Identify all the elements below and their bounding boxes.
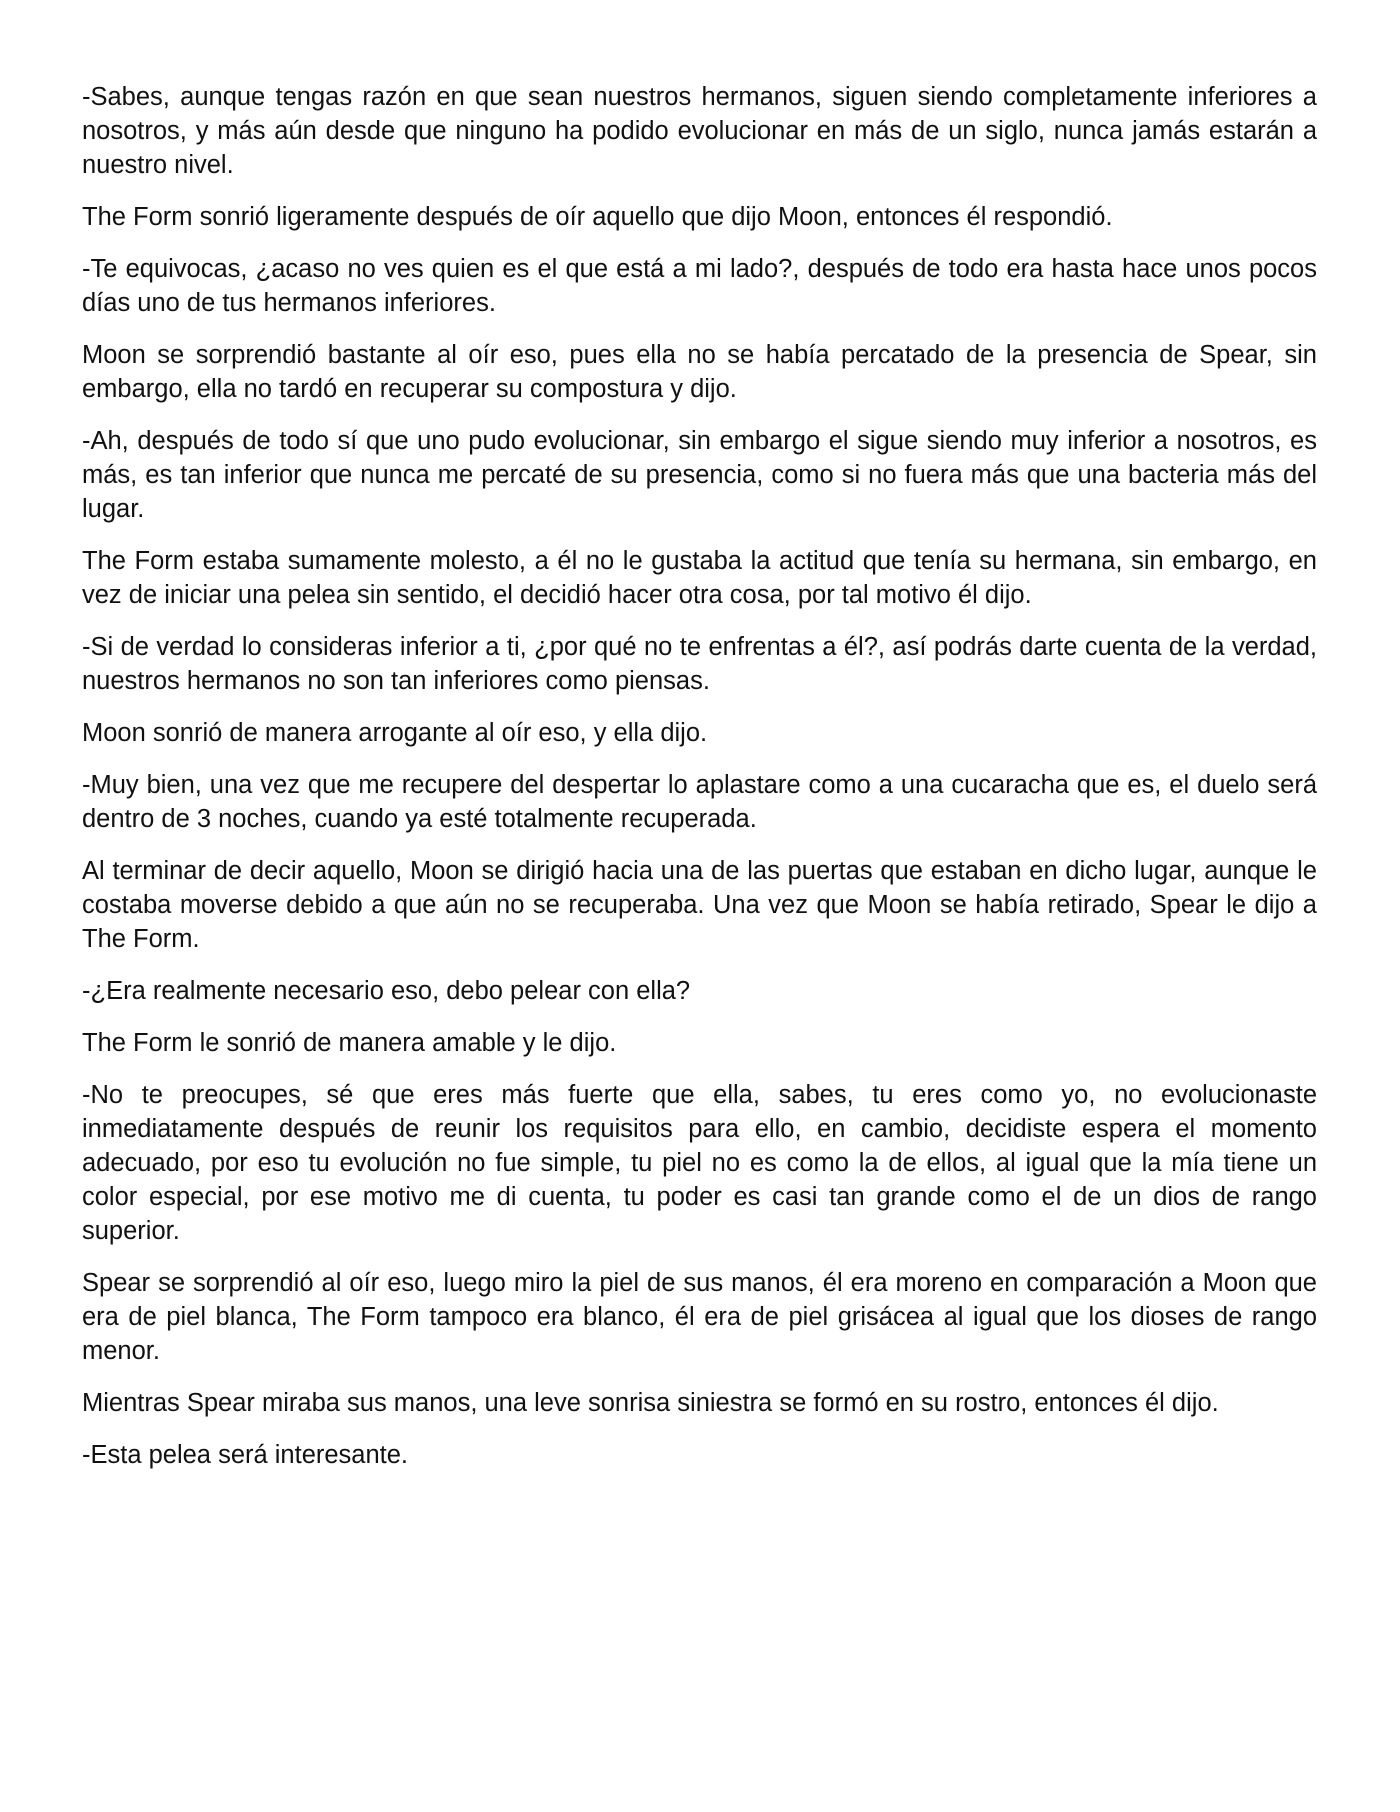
paragraph: -No te preocupes, sé que eres más fuerte que ella, sabes, tu eres como yo, no evolucionaste inmediatamente después de reunir los requisitos para ello, en cambio, decidiste espera el momento adecuado, por eso tu evolución no fue simple, tu piel no es como la de ellos, al igual que la mía tiene un color especial, por ese motivo me di cuenta, tu poder es casi tan grande como el de un dios de rango superior. bbox=[82, 1081, 1317, 1245]
paragraph: Mientras Spear miraba sus manos, una leve sonrisa siniestra se formó en su rostro, entonces él dijo. bbox=[82, 1389, 1219, 1417]
paragraph: The Form estaba sumamente molesto, a él no le gustaba la actitud que tenía su hermana, sin embargo, en vez de iniciar una pelea sin sentido, el decidió hacer otra cosa, por tal motivo él dijo. bbox=[82, 547, 1317, 609]
paragraph: -¿Era realmente necesario eso, debo pelear con ella? bbox=[82, 977, 691, 1005]
paragraph: Al terminar de decir aquello, Moon se dirigió hacia una de las puertas que estaban en dicho lugar, aunque le costaba moverse debido a que aún no se recuperaba. Una vez que Moon se había retirado, Spear le dijo a The Form. bbox=[82, 857, 1317, 953]
paragraph: The Form sonrió ligeramente después de oír aquello que dijo Moon, entonces él respondió. bbox=[82, 203, 1113, 231]
paragraph: -Muy bien, una vez que me recupere del despertar lo aplastare como a una cucaracha que es, el duelo será dentro de 3 noches, cuando ya esté totalmente recuperada. bbox=[82, 771, 1317, 833]
paragraph: -Te equivocas, ¿acaso no ves quien es el que está a mi lado?, después de todo era hasta hace unos pocos días uno de tus hermanos inferiores. bbox=[82, 255, 1317, 317]
paragraph: -Sabes, aunque tengas razón en que sean nuestros hermanos, siguen siendo completamente inferiores a nosotros, y más aún desde que ninguno ha podido evolucionar en más de un siglo, nunca jamás estarán a nuestro nivel. bbox=[82, 83, 1317, 179]
paragraph: -Esta pelea será interesante. bbox=[82, 1441, 409, 1469]
document-page bbox=[82, 80, 1317, 1490]
paragraph: Moon sonrió de manera arrogante al oír eso, y ella dijo. bbox=[82, 719, 708, 747]
paragraph: Spear se sorprendió al oír eso, luego miro la piel de sus manos, él era moreno en comparación a Moon que era de piel blanca, The Form tampoco era blanco, él era de piel grisácea al igual que los dioses de rango menor. bbox=[82, 1269, 1317, 1365]
paragraph: Moon se sorprendió bastante al oír eso, pues ella no se había percatado de la presencia de Spear, sin embargo, ella no tardó en recuperar su compostura y dijo. bbox=[82, 341, 1317, 403]
paragraph: The Form le sonrió de manera amable y le dijo. bbox=[82, 1029, 617, 1057]
paragraph: -Ah, después de todo sí que uno pudo evolucionar, sin embargo el sigue siendo muy inferior a nosotros, es más, es tan inferior que nunca me percaté de su presencia, como si no fuera más que una bacteria más del lugar. bbox=[82, 427, 1317, 523]
paragraph: -Si de verdad lo consideras inferior a ti, ¿por qué no te enfrentas a él?, así podrás darte cuenta de la verdad, nuestros hermanos no son tan inferiores como piensas. bbox=[82, 633, 1317, 695]
